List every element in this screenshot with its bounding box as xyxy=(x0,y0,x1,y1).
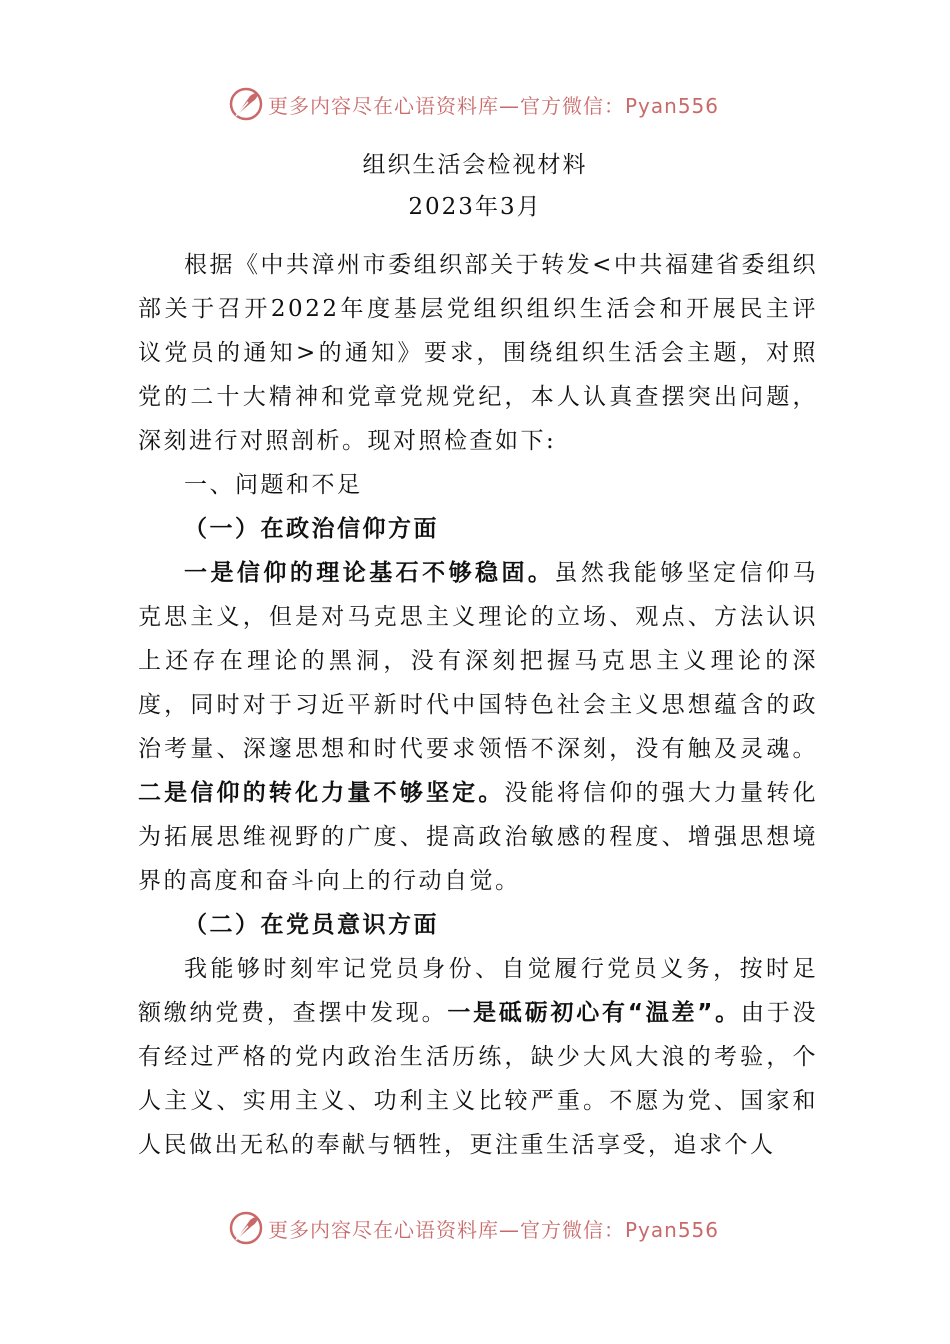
bold-point-1: 一是信仰的理论基石不够稳固。 xyxy=(184,560,555,586)
paragraph-text: 虽然我能够坚定信仰马克思主义，但是对马克思主义理论的立场、观点、方法认识上还存在理论的黑洞，没有深刻把握马克思主义理论的深度，同时对于习近平新时代中国特色社会主义思想蕴含的政治考量、深邃思想和时代要求领悟不深刻，没有触及灵魂。 xyxy=(138,560,819,762)
footer-watermark-banner xyxy=(228,1208,719,1248)
intro-paragraph: 根据《中共漳州市委组织部关于转发<中共福建省委组织部关于召开2022年度基层党组织组织生活会和开展民主评议党员的通知>的通知》要求，围绕组织生活会主题，对照党的二十大精神和党章党规党纪，本人认真查摆突出问题，深刻进行对照剖析。现对照检查如下: xyxy=(138,252,818,454)
bold-point-2: 二是信仰的转化力量不够坚定。 xyxy=(138,780,505,806)
document-date: 2023年3月 xyxy=(408,194,542,220)
watermark-text: 更多内容尽在心语资料库—官方微信：Pyan556 xyxy=(268,1217,720,1242)
paragraph-party-awareness xyxy=(138,947,818,1167)
document-body xyxy=(138,243,818,1167)
watermark-text: 更多内容尽在心语资料库—官方微信：Pyan556 xyxy=(268,93,720,118)
header-watermark-banner xyxy=(228,84,719,124)
paragraph-text: 我能够时刻牢记党员身份、自觉履行党员义务，按时足额缴纳党费，查摆中发现。 xyxy=(138,956,818,1026)
subsection-heading-1: （一）在政治信仰方面 xyxy=(184,516,439,542)
document-title: 组织生活会检视材料 xyxy=(362,152,588,178)
bold-point-1: 一是砥砺初心有“温差”。 xyxy=(447,1000,741,1026)
paragraph-text: 由于没有经过严格的党内政治生活历练，缺少大风大浪的考验，个人主义、实用主义、功利主义比较严重。不愿为党、国家和人民做出无私的奉献与牺牲，更注重生活享受，追求个人 xyxy=(138,1000,819,1158)
section-heading: 一、问题和不足 xyxy=(184,472,363,498)
paragraph-text: 没能将信仰的强大力量转化为拓展思维视野的广度、提高政治敏感的程度、增强思想境界的高度和奋斗向上的行动自觉。 xyxy=(138,780,819,894)
quill-pen-logo-icon xyxy=(228,1210,264,1246)
paragraph-political-belief xyxy=(138,551,818,903)
quill-pen-logo-icon xyxy=(228,86,264,122)
subsection-heading-2: （二）在党员意识方面 xyxy=(184,912,439,938)
